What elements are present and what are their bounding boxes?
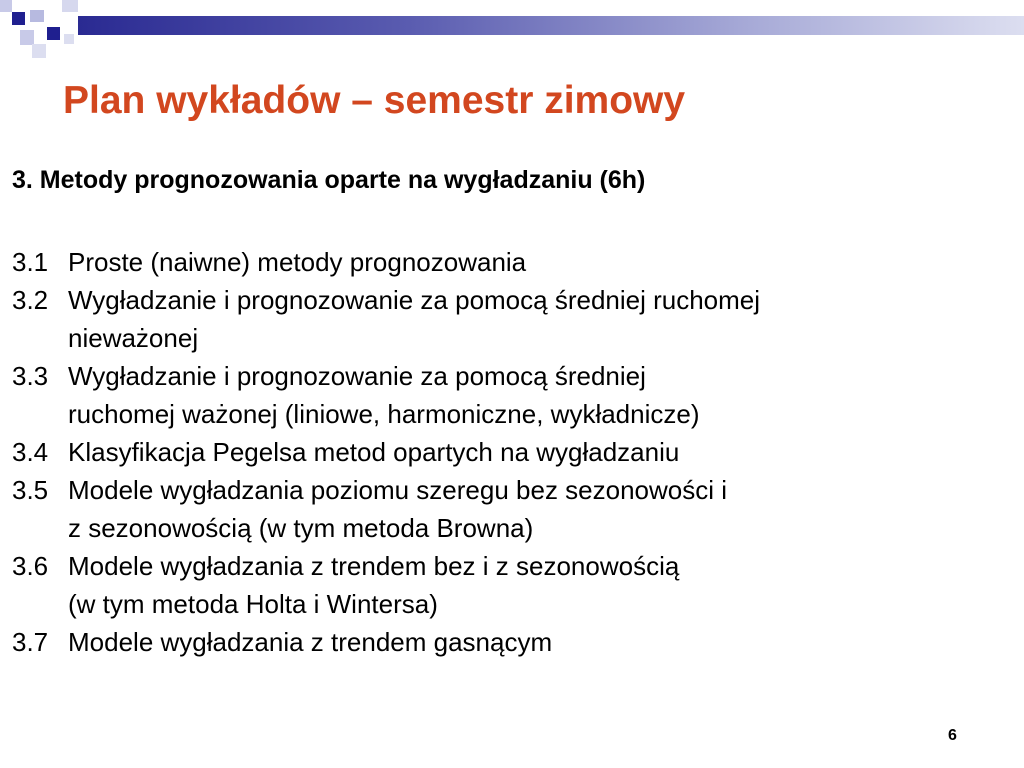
- decorative-square: [12, 12, 25, 25]
- item-line: Proste (naiwne) metody prognozowania: [68, 247, 527, 277]
- item-text: [68, 623, 1012, 661]
- header-gradient-bar: [78, 16, 1024, 35]
- item-line: z sezonowością (w tym metoda Browna): [68, 513, 534, 543]
- decorative-square: [20, 30, 34, 45]
- outline-item: [12, 547, 1012, 623]
- decorative-square: [32, 44, 46, 58]
- outline-item: [12, 243, 1012, 281]
- item-line: (w tym metoda Holta i Wintersa): [68, 589, 438, 619]
- slide-title: Plan wykładów – semestr zimowy: [63, 79, 686, 122]
- item-text: [68, 547, 1012, 623]
- item-text: [68, 471, 1012, 547]
- section-heading: 3. Metody prognozowania oparte na wygładzaniu (6h): [12, 166, 646, 194]
- outline-item: [12, 281, 1012, 357]
- item-line: ruchomej ważonej (liniowe, harmoniczne, wykładnicze): [68, 399, 700, 429]
- outline-item: [12, 623, 1012, 661]
- item-line: Klasyfikacja Pegelsa metod opartych na wygładzaniu: [68, 437, 680, 467]
- item-line: Wygładzanie i prognozowanie za pomocą średniej: [68, 361, 646, 391]
- outline-item: [12, 471, 1012, 547]
- page-number: 6: [948, 727, 957, 744]
- item-text: [68, 357, 1012, 433]
- item-line: Modele wygładzania z trendem bez i z sezonowością: [68, 551, 680, 581]
- item-text: [68, 433, 1012, 471]
- item-number: 3.5: [12, 475, 49, 505]
- decorative-square: [62, 0, 78, 12]
- item-line: nieważonej: [68, 323, 199, 353]
- item-line: Modele wygładzania z trendem gasnącym: [68, 627, 553, 657]
- decorative-square: [47, 27, 60, 40]
- decorative-square: [0, 0, 12, 12]
- outline-item: [12, 357, 1012, 433]
- item-text: [68, 281, 1012, 357]
- item-line: Wygładzanie i prognozowanie za pomocą średniej ruchomej: [68, 285, 761, 315]
- item-number: 3.4: [12, 437, 49, 467]
- outline-item: [12, 433, 1012, 471]
- item-number: 3.6: [12, 551, 49, 581]
- outline-list: [12, 243, 1012, 661]
- item-text: [68, 243, 1012, 281]
- item-number: 3.7: [12, 627, 49, 657]
- item-number: 3.2: [12, 285, 49, 315]
- item-number: 3.3: [12, 361, 49, 391]
- decorative-square: [64, 34, 74, 44]
- item-line: Modele wygładzania poziomu szeregu bez sezonowości i: [68, 475, 728, 505]
- item-number: 3.1: [12, 247, 49, 277]
- decorative-square: [30, 10, 44, 22]
